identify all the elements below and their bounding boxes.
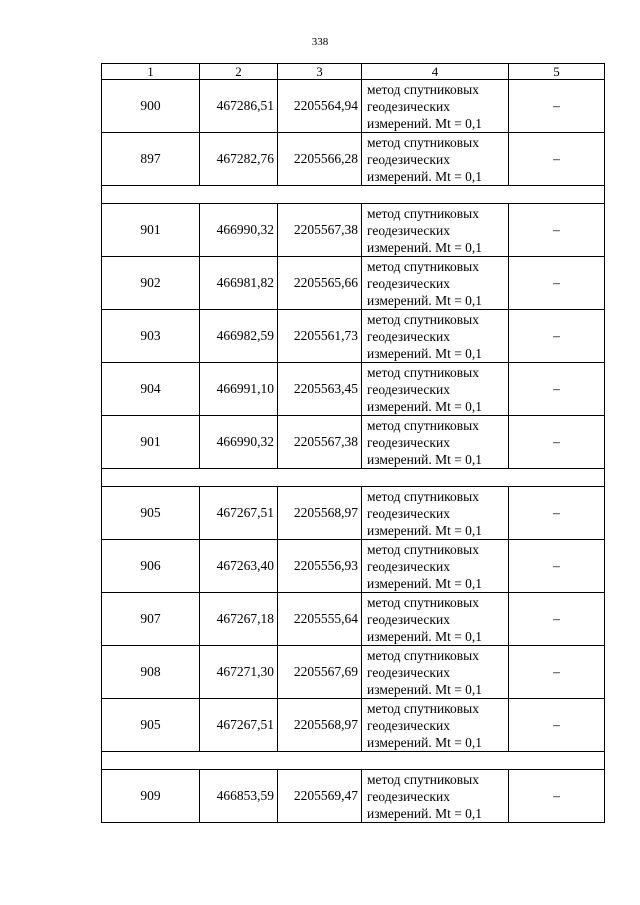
x-coordinate-cell: 467263,40 [200,540,278,593]
column-header: 4 [362,64,509,80]
x-coordinate-cell: 467267,18 [200,593,278,646]
point-number-cell: 897 [102,133,200,186]
y-coordinate-cell: 2205563,45 [278,363,362,416]
point-number-cell: 900 [102,80,200,133]
y-coordinate-cell: 2205567,38 [278,416,362,469]
point-number-cell: 901 [102,204,200,257]
spacer-row [102,469,605,487]
note-cell: – [509,593,605,646]
note-cell: – [509,487,605,540]
x-coordinate-cell: 467286,51 [200,80,278,133]
y-coordinate-cell: 2205567,38 [278,204,362,257]
method-line: метод спутниковых [367,541,479,557]
method-cell [362,257,509,310]
method-line: измерений. Mt = 0,1 [367,805,483,821]
x-coordinate-cell: 467267,51 [200,487,278,540]
note-cell: – [509,540,605,593]
y-coordinate-cell: 2205568,97 [278,487,362,540]
y-coordinate-cell: 2205564,94 [278,80,362,133]
table-row [102,80,605,133]
x-coordinate-cell: 466981,82 [200,257,278,310]
method-cell [362,204,509,257]
table-row [102,257,605,310]
method-line: метод спутниковых [367,205,479,221]
method-cell [362,540,509,593]
point-number-cell: 902 [102,257,200,310]
column-header: 5 [509,64,605,80]
spacer-row [102,752,605,770]
method-line: измерений. Mt = 0,1 [367,628,483,644]
method-cell [362,133,509,186]
method-cell [362,80,509,133]
x-coordinate-cell: 466853,59 [200,770,278,823]
point-number-cell: 905 [102,487,200,540]
table-row [102,204,605,257]
x-coordinate-cell: 467271,30 [200,646,278,699]
method-line: геодезических [367,434,450,450]
table-row [102,487,605,540]
point-number-cell: 906 [102,540,200,593]
point-number-cell: 904 [102,363,200,416]
method-line: геодезических [367,788,450,804]
y-coordinate-cell: 2205569,47 [278,770,362,823]
method-cell [362,770,509,823]
y-coordinate-cell: 2205568,97 [278,699,362,752]
y-coordinate-cell: 2205567,69 [278,646,362,699]
method-line: метод спутниковых [367,594,479,610]
method-line: измерений. Mt = 0,1 [367,398,483,414]
x-coordinate-cell: 466990,32 [200,416,278,469]
method-line: геодезических [367,664,450,680]
table-row [102,310,605,363]
column-header: 2 [200,64,278,80]
y-coordinate-cell: 2205565,66 [278,257,362,310]
method-line: метод спутниковых [367,134,479,150]
table-row [102,363,605,416]
method-line: измерений. Mt = 0,1 [367,345,483,361]
method-cell [362,699,509,752]
spacer-row [102,186,605,204]
table-row [102,593,605,646]
note-cell: – [509,204,605,257]
method-line: измерений. Mt = 0,1 [367,522,483,538]
point-number-cell: 907 [102,593,200,646]
note-cell: – [509,770,605,823]
table-row [102,646,605,699]
method-cell [362,487,509,540]
method-line: измерений. Mt = 0,1 [367,451,483,467]
note-cell: – [509,699,605,752]
method-line: измерений. Mt = 0,1 [367,734,483,750]
method-line: метод спутниковых [367,258,479,274]
table-row [102,133,605,186]
spacer-cell [102,752,605,770]
point-number-cell: 908 [102,646,200,699]
header-row [102,64,605,80]
note-cell: – [509,310,605,363]
table-row [102,699,605,752]
coordinates-table [101,63,605,823]
spacer-cell [102,186,605,204]
method-line: метод спутниковых [367,771,479,787]
method-cell [362,646,509,699]
x-coordinate-cell: 466982,59 [200,310,278,363]
spacer-cell [102,469,605,487]
note-cell: – [509,416,605,469]
method-cell [362,593,509,646]
column-header: 1 [102,64,200,80]
method-line: геодезических [367,328,450,344]
table-row [102,416,605,469]
y-coordinate-cell: 2205555,64 [278,593,362,646]
method-line: метод спутниковых [367,311,479,327]
note-cell: – [509,363,605,416]
method-line: метод спутниковых [367,700,479,716]
table-row [102,540,605,593]
x-coordinate-cell: 466991,10 [200,363,278,416]
note-cell: – [509,133,605,186]
method-line: метод спутниковых [367,647,479,663]
x-coordinate-cell: 467267,51 [200,699,278,752]
point-number-cell: 909 [102,770,200,823]
method-cell [362,363,509,416]
point-number-cell: 903 [102,310,200,363]
method-line: геодезических [367,98,450,114]
method-line: геодезических [367,381,450,397]
method-line: геодезических [367,558,450,574]
method-line: геодезических [367,151,450,167]
page-number: 338 [311,36,329,48]
point-number-cell: 901 [102,416,200,469]
y-coordinate-cell: 2205556,93 [278,540,362,593]
method-line: измерений. Mt = 0,1 [367,115,483,131]
method-line: геодезических [367,505,450,521]
x-coordinate-cell: 467282,76 [200,133,278,186]
method-cell [362,310,509,363]
method-line: метод спутниковых [367,488,479,504]
method-line: измерений. Mt = 0,1 [367,575,483,591]
note-cell: – [509,646,605,699]
method-line: геодезических [367,717,450,733]
method-cell [362,416,509,469]
method-line: метод спутниковых [367,417,479,433]
method-line: геодезических [367,611,450,627]
method-line: геодезических [367,275,450,291]
method-line: метод спутниковых [367,364,479,380]
y-coordinate-cell: 2205561,73 [278,310,362,363]
note-cell: – [509,257,605,310]
point-number-cell: 905 [102,699,200,752]
y-coordinate-cell: 2205566,28 [278,133,362,186]
method-line: измерений. Mt = 0,1 [367,292,483,308]
method-line: измерений. Mt = 0,1 [367,239,483,255]
x-coordinate-cell: 466990,32 [200,204,278,257]
method-line: измерений. Mt = 0,1 [367,168,483,184]
method-line: измерений. Mt = 0,1 [367,681,483,697]
note-cell: – [509,80,605,133]
method-line: геодезических [367,222,450,238]
method-line: метод спутниковых [367,81,479,97]
column-header: 3 [278,64,362,80]
table-row [102,770,605,823]
table-body [102,64,605,823]
